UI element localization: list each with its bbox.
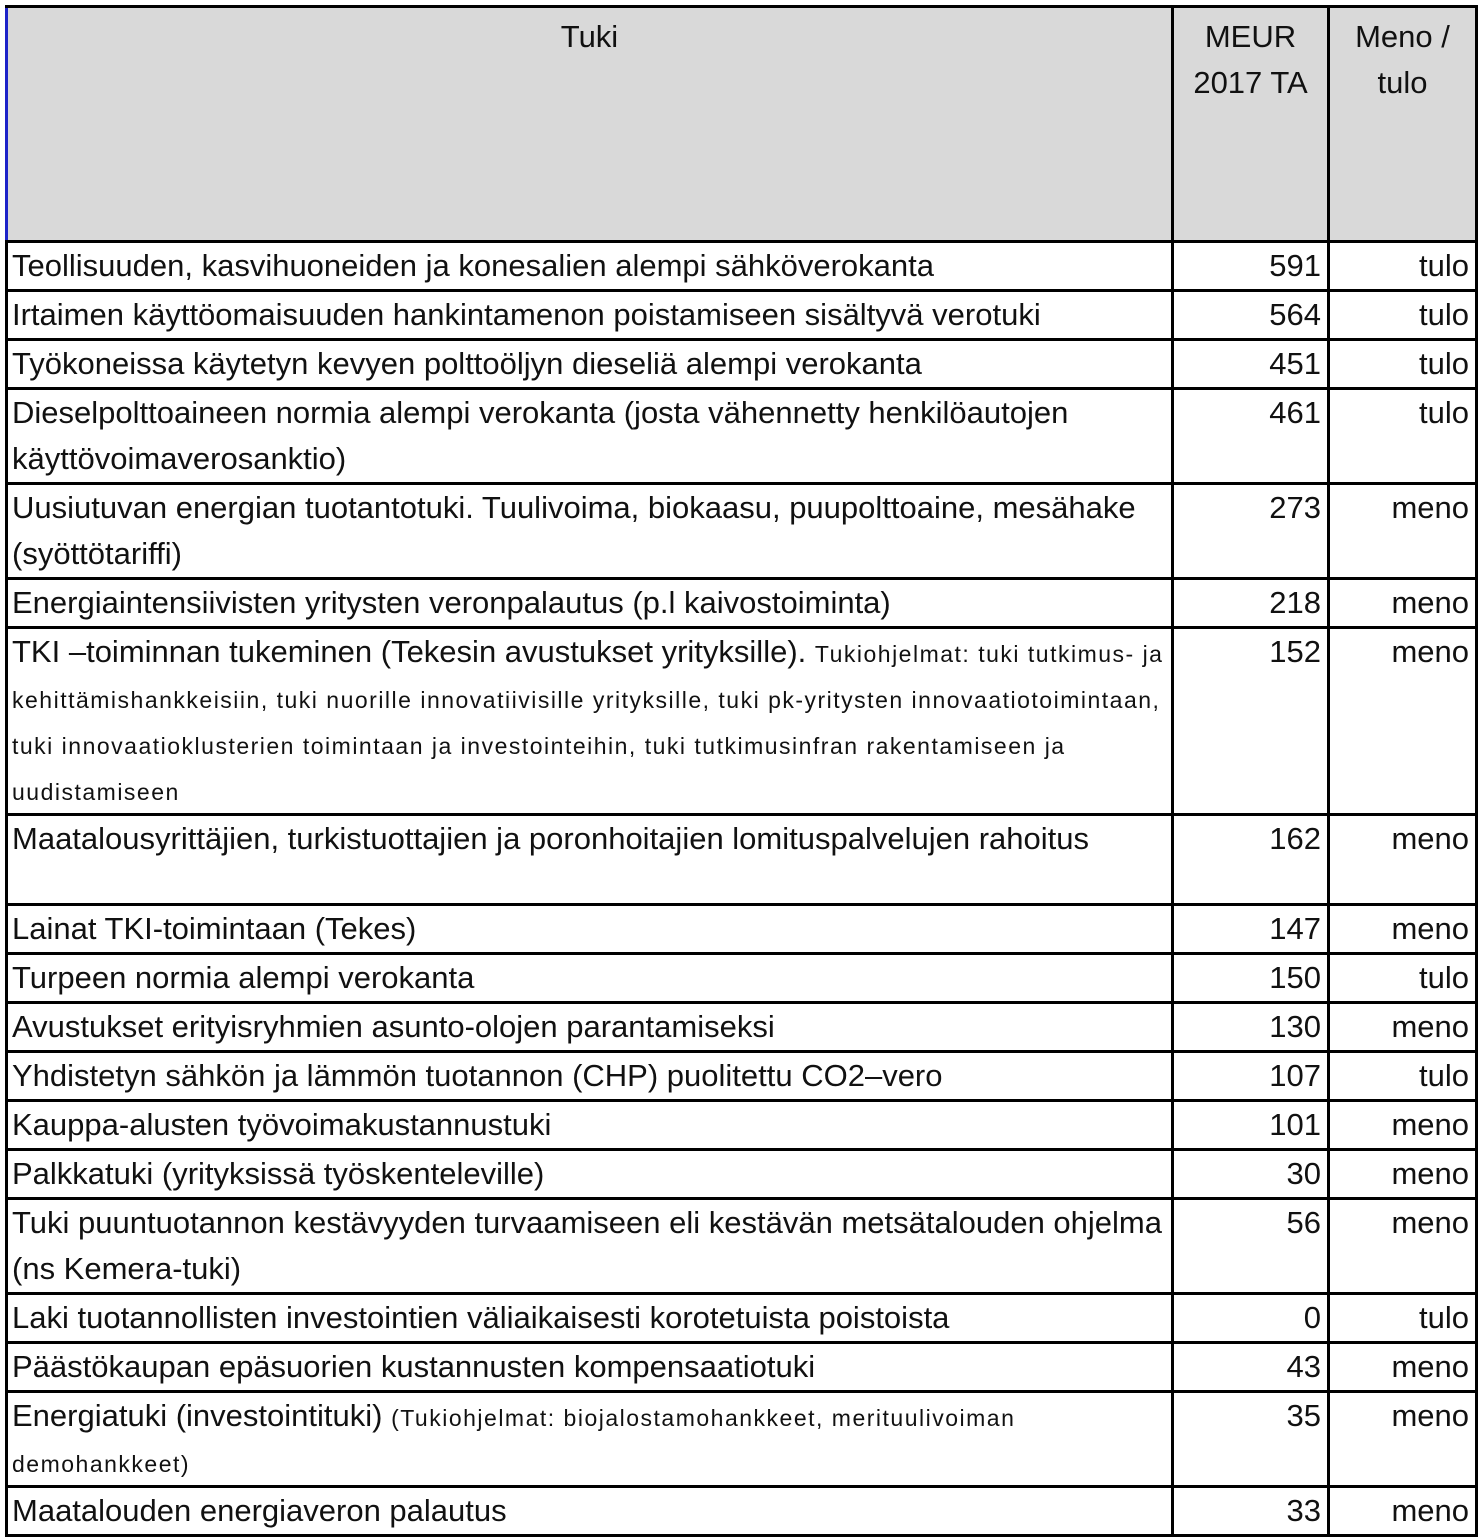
cell-name[interactable]: Maatalousyrittäjien, turkistuottajien ja poronhoitajien lomituspalvelujen rahoitus	[7, 815, 1173, 905]
cell-name[interactable]: Työkoneissa käytetyn kevyen polttoöljyn dieseliä alempi verokanta	[7, 340, 1173, 389]
cell-type[interactable]: meno	[1329, 484, 1477, 579]
cell-value[interactable]: 152	[1173, 628, 1329, 815]
table-row	[7, 905, 1477, 954]
cell-value[interactable]: 0	[1173, 1294, 1329, 1343]
cell-value[interactable]: 130	[1173, 1003, 1329, 1052]
cell-name[interactable]: Energiatuki (investointituki) (Tukiohjelmat: biojalostamohankkeet, merituulivoiman demohankkeet)	[7, 1392, 1173, 1487]
cell-type[interactable]: tulo	[1329, 291, 1477, 340]
table-row	[7, 389, 1477, 484]
header-value[interactable]: MEUR 2017 TA	[1173, 7, 1329, 242]
table-row	[7, 1343, 1477, 1392]
cell-name[interactable]: Lainat TKI-toimintaan (Tekes)	[7, 905, 1173, 954]
cell-type[interactable]: meno	[1329, 905, 1477, 954]
cell-type[interactable]: tulo	[1329, 954, 1477, 1003]
cell-name[interactable]: Päästökaupan epäsuorien kustannusten kompensaatiotuki	[7, 1343, 1173, 1392]
cell-type[interactable]: meno	[1329, 1343, 1477, 1392]
cell-type[interactable]: tulo	[1329, 340, 1477, 389]
header-name[interactable]: Tuki	[7, 7, 1173, 242]
table-row	[7, 1150, 1477, 1199]
cell-name[interactable]: Laki tuotannollisten investointien väliaikaisesti korotetuista poistoista	[7, 1294, 1173, 1343]
cell-type[interactable]: meno	[1329, 1150, 1477, 1199]
table-row	[7, 291, 1477, 340]
cell-value[interactable]: 30	[1173, 1150, 1329, 1199]
cell-name[interactable]: Yhdistetyn sähkön ja lämmön tuotannon (CHP) puolitettu CO2–vero	[7, 1052, 1173, 1101]
header-type[interactable]: Meno / tulo	[1329, 7, 1477, 242]
cell-value[interactable]: 43	[1173, 1343, 1329, 1392]
cell-type[interactable]: meno	[1329, 815, 1477, 905]
table-row	[7, 1003, 1477, 1052]
cell-name[interactable]: Dieselpolttoaineen normia alempi verokanta (josta vähennetty henkilöautojen käyttövoimaverosanktio)	[7, 389, 1173, 484]
cell-value[interactable]: 35	[1173, 1392, 1329, 1487]
cell-value[interactable]: 33	[1173, 1487, 1329, 1536]
table-row	[7, 1052, 1477, 1101]
cell-value[interactable]: 591	[1173, 242, 1329, 291]
table-row	[7, 579, 1477, 628]
table-row	[7, 340, 1477, 389]
cell-name[interactable]: Teollisuuden, kasvihuoneiden ja konesalien alempi sähköverokanta	[7, 242, 1173, 291]
table-row	[7, 1487, 1477, 1536]
cell-type[interactable]: meno	[1329, 628, 1477, 815]
table-row	[7, 1294, 1477, 1343]
cell-value[interactable]: 107	[1173, 1052, 1329, 1101]
cell-value[interactable]: 101	[1173, 1101, 1329, 1150]
cell-note: (Tukiohjelmat: biojalostamohankkeet, merituulivoiman demohankkeet)	[12, 1405, 1016, 1477]
table-row	[7, 1199, 1477, 1294]
cell-name[interactable]: Uusiutuvan energian tuotantotuki. Tuulivoima, biokaasu, puupolttoaine, mesähake (syöttötariffi)	[7, 484, 1173, 579]
table-row	[7, 815, 1477, 905]
table-row	[7, 484, 1477, 579]
cell-name[interactable]: TKI –toiminnan tukeminen (Tekesin avustukset yrityksille). Tukiohjelmat: tuki tutkimus- ja kehittämishankkeisiin, tuki nuorille innovatiivisille yrityksille, tuki pk-yritysten innovaatiotoimintaan, tuki innovaatioklusterien toimintaan ja investointeihin, tuki tutkimusinfran rakentamiseen ja uudistamiseen	[7, 628, 1173, 815]
cell-name[interactable]: Irtaimen käyttöomaisuuden hankintamenon poistamiseen sisältyvä verotuki	[7, 291, 1173, 340]
header-row	[7, 7, 1477, 242]
table-row	[7, 954, 1477, 1003]
cell-value[interactable]: 218	[1173, 579, 1329, 628]
cell-note: Tukiohjelmat: tuki tutkimus- ja kehittämishankkeisiin, tuki nuorille innovatiivisille yrityksille, tuki pk-yritysten innovaatiotoimintaan, tuki innovaatioklusterien toimintaan ja investointeihin, tuki tutkimusinfran rakentamiseen ja uudistamiseen	[12, 641, 1164, 805]
cell-name[interactable]: Turpeen normia alempi verokanta	[7, 954, 1173, 1003]
cell-type[interactable]: meno	[1329, 1101, 1477, 1150]
cell-type[interactable]: tulo	[1329, 242, 1477, 291]
cell-value[interactable]: 56	[1173, 1199, 1329, 1294]
cell-type[interactable]: tulo	[1329, 1294, 1477, 1343]
cell-type[interactable]: meno	[1329, 1003, 1477, 1052]
cell-type[interactable]: tulo	[1329, 1052, 1477, 1101]
cell-value[interactable]: 162	[1173, 815, 1329, 905]
cell-name[interactable]: Energiaintensiivisten yritysten veronpalautus (p.l kaivostoiminta)	[7, 579, 1173, 628]
cell-value[interactable]: 150	[1173, 954, 1329, 1003]
subsidy-table	[5, 5, 1478, 1537]
cell-value[interactable]: 564	[1173, 291, 1329, 340]
cell-value[interactable]: 461	[1173, 389, 1329, 484]
table-row	[7, 1392, 1477, 1487]
cell-value[interactable]: 451	[1173, 340, 1329, 389]
table-row	[7, 628, 1477, 815]
cell-name[interactable]: Palkkatuki (yrityksissä työskenteleville)	[7, 1150, 1173, 1199]
cell-type[interactable]: meno	[1329, 1199, 1477, 1294]
cell-name[interactable]: Kauppa-alusten työvoimakustannustuki	[7, 1101, 1173, 1150]
cell-name[interactable]: Tuki puuntuotannon kestävyyden turvaamiseen eli kestävän metsätalouden ohjelma (ns Kemera-tuki)	[7, 1199, 1173, 1294]
table-row	[7, 1101, 1477, 1150]
cell-name[interactable]: Maatalouden energiaveron palautus	[7, 1487, 1173, 1536]
cell-type[interactable]: meno	[1329, 1392, 1477, 1487]
cell-value[interactable]: 273	[1173, 484, 1329, 579]
cell-type[interactable]: tulo	[1329, 389, 1477, 484]
cell-type[interactable]: meno	[1329, 1487, 1477, 1536]
cell-type[interactable]: meno	[1329, 579, 1477, 628]
cell-value[interactable]: 147	[1173, 905, 1329, 954]
cell-name[interactable]: Avustukset erityisryhmien asunto-olojen parantamiseksi	[7, 1003, 1173, 1052]
table-row	[7, 242, 1477, 291]
